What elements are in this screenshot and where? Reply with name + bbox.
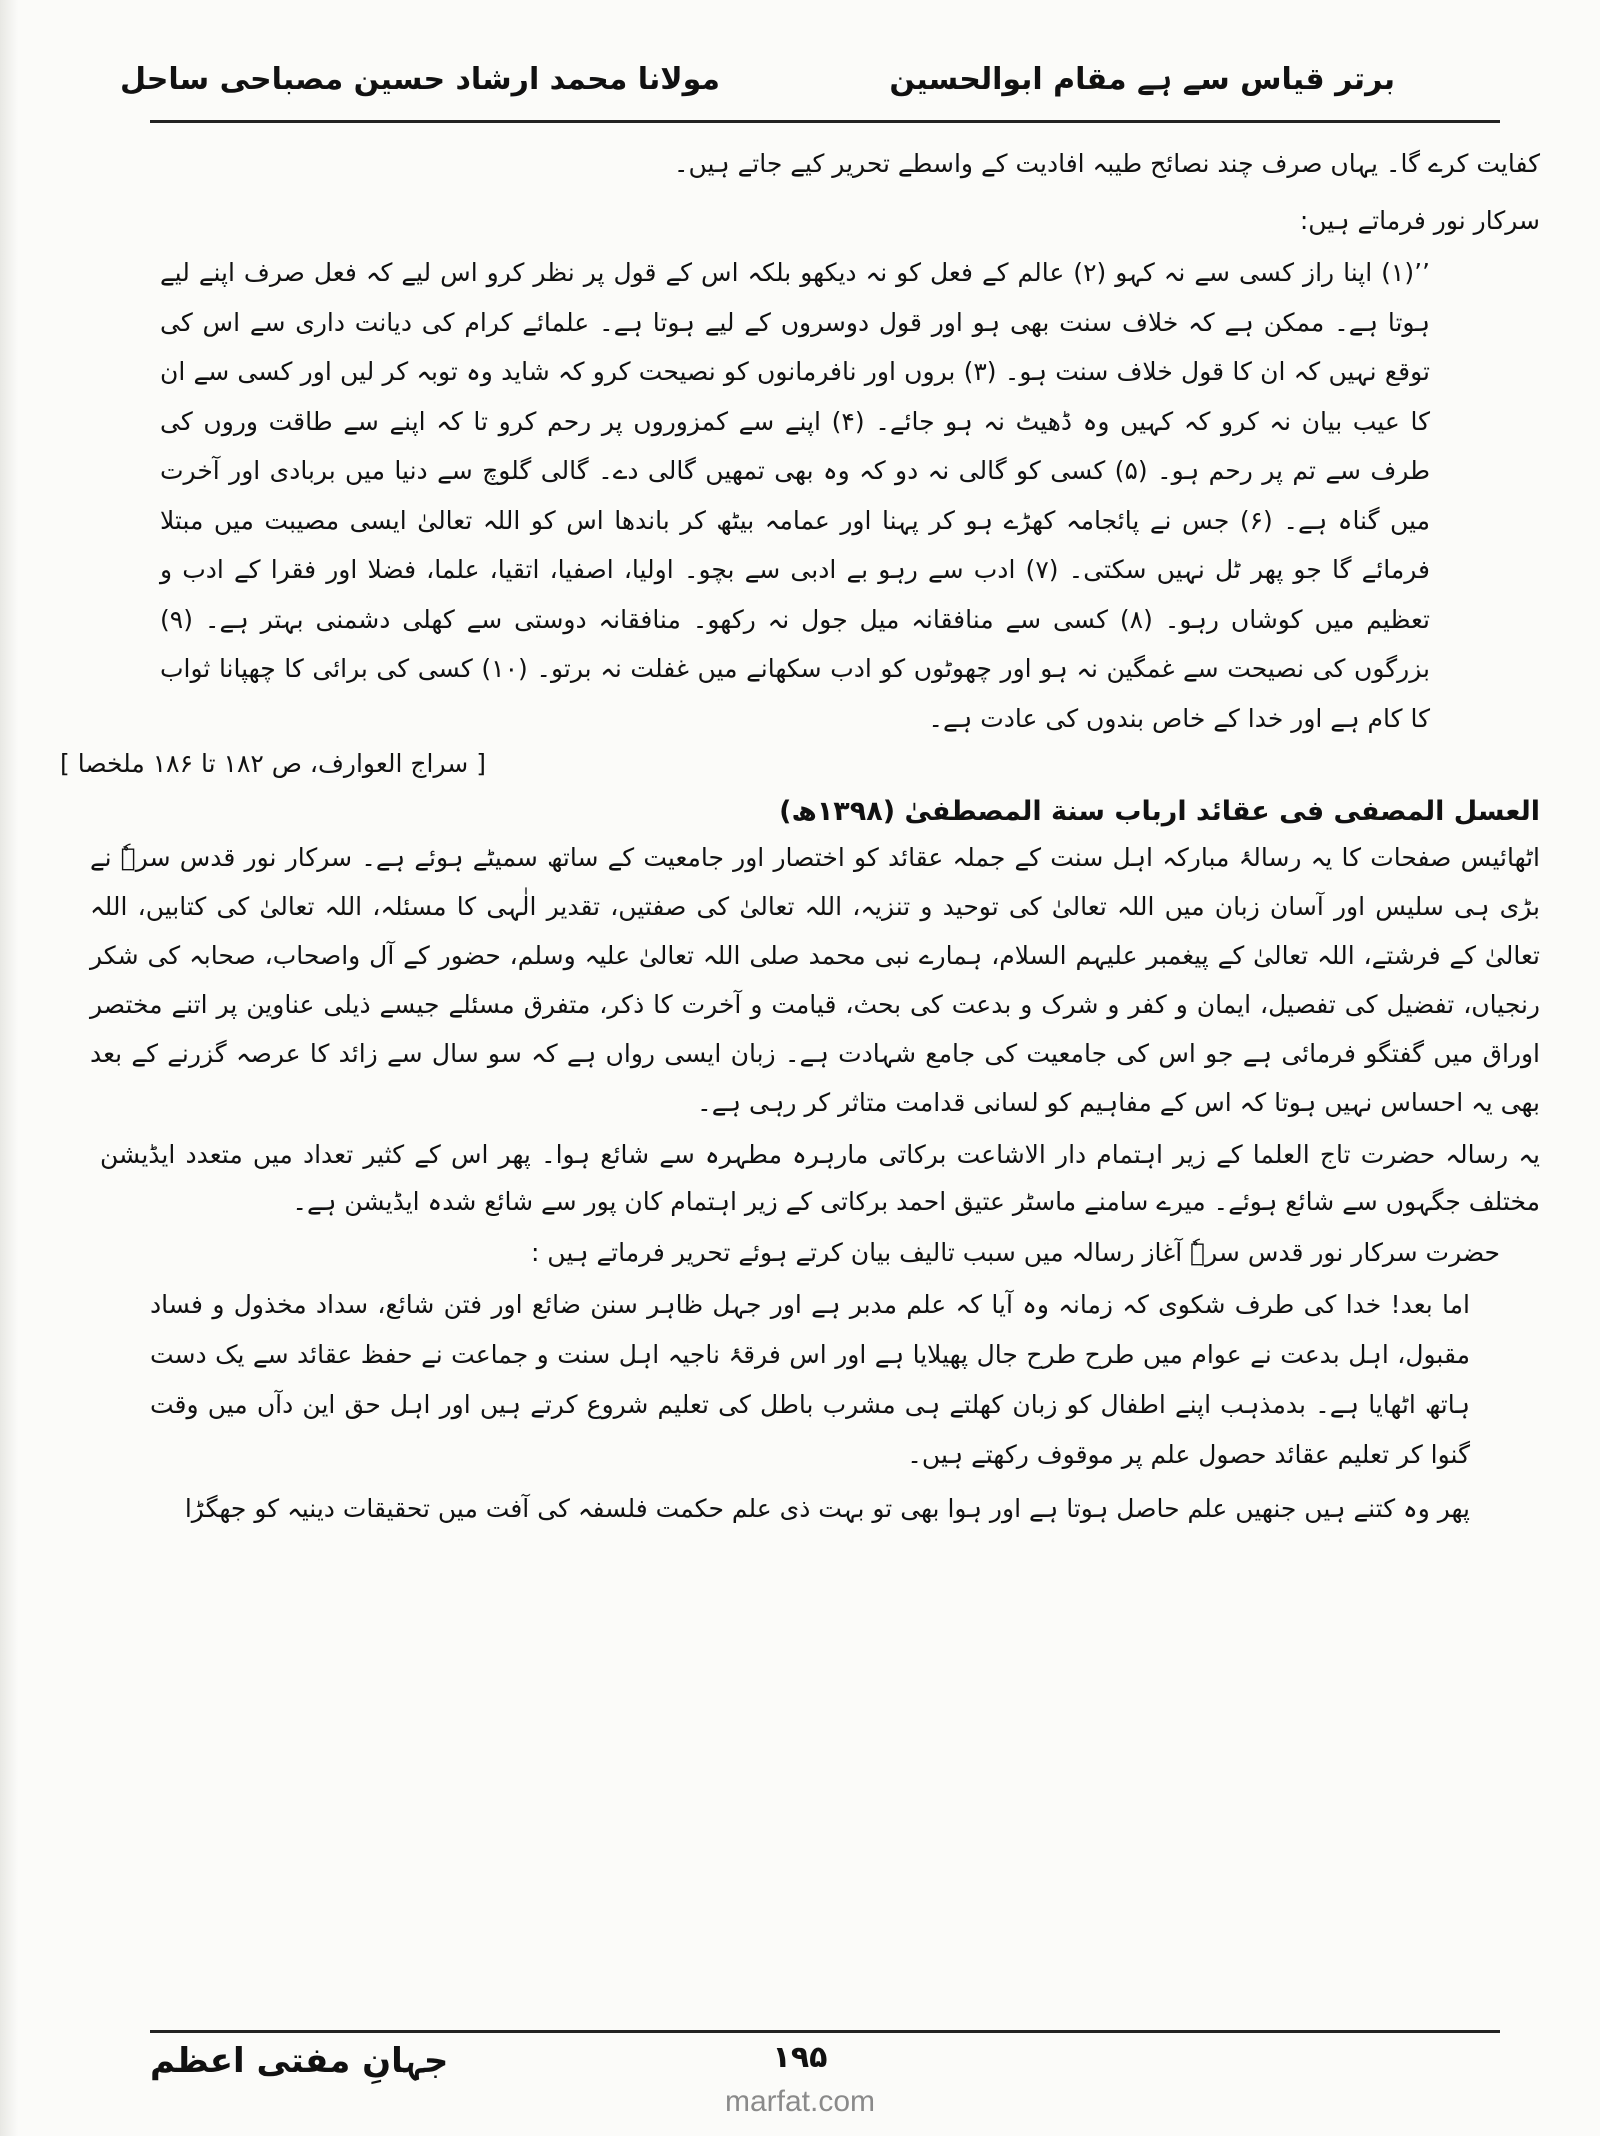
advice-quote: ’’(۱) اپنا راز کسی سے نہ کہو (۲) عالم کے فعل کو نہ دیکھو بلکہ اس کے قول پر نظر کرو اس لیے کہ فعل صرف اپنے لیے ہوتا ہے۔ ممکن ہے کہ خلاف سنت بھی ہو اور قول دوسروں کے لیے ہوتا ہے۔ علمائے کرام کی دیانت داری سے اس کی توقع نہیں کہ ان کا قول خلاف سنت ہو۔ (۳) بروں اور نافرمانوں کو نصیحت کرو کہ شاید وہ توبہ کر لیں اور کسی سے ان کا عیب بیان نہ کرو کہ کہیں وہ ڈھیٹ نہ ہو جائے۔ (۴) اپنے سے کمزوروں پر رحم کرو تا کہ اپنے سے طاقت وروں کی طرف سے تم پر رحم ہو۔ (۵) کسی کو گالی نہ دو کہ وہ بھی تمھیں گالی دے۔ گالی گلوچ سے دنیا میں بربادی اور آخرت میں گناہ ہے۔ (۶) جس نے پائجامہ کھڑے ہو کر پہنا اور عمامہ بیٹھ کر باندھا اس کو اللہ تعالیٰ ایسی مصیبت میں مبتلا فرمائے گا جو پھر ٹل نہیں سکتی۔ (۷) ادب سے رہو بے ادبی سے بچو۔ اولیا، اصفیا، اتقیا، علما، فضلا اور فقرا کے ادب و تعظیم میں کوشاں رہو۔ (۸) کسی سے منافقانہ میل جول نہ رکھو۔ منافقانہ دوستی سے کھلی دشمنی بہتر ہے۔ (۹) بزرگوں کی نصیحت سے غمگین نہ ہو اور چھوٹوں کو ادب سکھانے میں غفلت نہ برتو۔ (۱۰) کسی کی برائی کا چھپانا ثواب کا کام ہے اور خدا کے خاص بندوں کی عادت ہے۔	[160, 258, 1431, 733]
footer-book-title: جہانِ مفتی اعظم	[150, 2041, 449, 2081]
header-divider	[150, 120, 1500, 123]
preface-quote: اما بعد! خدا کی طرف شکوی کہ زمانہ وہ آیا کہ علم مدبر ہے اور جہل ظاہر سنن ضائع اور فتن شائع، سداد مخذول و فساد مقبول، اہل بدعت نے عوام میں طرح طرح جال پھیلایا ہے اور اس فرقۂ ناجیہ اہل سنت و جماعت نے حفظ عقائد سے یک دست ہاتھ اٹھایا ہے۔ بدمذہب اپنے اطفال کو زبان کھلتے ہی مشرب باطل کی تعلیم شروع کرتے ہیں اور اہل حق این دآں میں وقت گنوا کر تعلیم عقائد حصول علم پر موقوف رکھتے ہیں۔	[150, 1290, 1470, 1469]
watermark: marfat.com	[724, 2085, 876, 2118]
section-description: اٹھائیس صفحات کا یہ رسالۂ مبارکہ اہل سنت کے جملہ عقائد کو اختصار اور جامعیت کے ساتھ سمیٹے ہوئے ہے۔ سرکار نور قدس سرہٗ نے بڑی ہی سلیس اور آسان زبان میں اللہ تعالیٰ کی توحید و تنزیہ، اللہ تعالیٰ کی صفتیں، تقدیر الٰہی کا مسئلہ، اللہ تعالیٰ کی کتابیں، اللہ تعالیٰ کے فرشتے، اللہ تعالیٰ کے پیغمبر علیہم السلام، ہمارے نبی محمد صلی اللہ تعالیٰ علیہ وسلم، حضور کے آل واصحاب، صحابہ کی شکر رنجیاں، تفضیل کی تفصیل، ایمان و کفر و شرک و بدعت کی بحث، قیامت و آخرت کا ذکر، متفرق مسئلے جیسے ذیلی عناوین پر اتنے مختصر اوراق میں گفتگو فرمائی ہے جو اس کی جامعیت کی جامع شہادت ہے۔ زبان ایسی رواں ہے کہ سو سال سے زائد کا عرصہ گزرنے کے بعد بھی یہ احساس نہیں ہوتا کہ اس کے مفاہیم کو لسانی قدامت متاثر کر رہی ہے۔	[90, 843, 1540, 1117]
running-header-title: برتر قیاس سے ہے مقام ابوالحسین	[889, 62, 1395, 97]
intro-line: کفایت کرے گا۔ یہاں صرف چند نصائح طیبہ افادیت کے واسطے تحریر کیے جاتے ہیں۔	[673, 149, 1540, 178]
page-number: ۱۹۵	[772, 2040, 828, 2075]
section-heading: العسل المصفی فی عقائد ارباب سنة المصطفیٰ (۱۳۹۸ھ)	[779, 796, 1540, 827]
publication-note: یہ رسالہ حضرت تاج العلما کے زیر اہتمام دار الاشاعت برکاتی مارہرہ مطہرہ سے شائع ہوا۔ پھر اس کے کثیر تعداد میں متعدد ایڈیشن مختلف جگہوں سے شائع ہوئے۔ میرے سامنے ماسٹر عتیق احمد برکاتی کے زیر اہتمام کان پور سے شائع شدہ ایڈیشن ہے۔	[100, 1140, 1540, 1216]
footer-divider	[150, 2030, 1500, 2033]
scan-edge	[0, 0, 18, 2136]
running-header-author: مولانا محمد ارشاد حسین مصباحی ساحل	[120, 62, 720, 97]
page-body	[60, 140, 1540, 1538]
citation: [ سراج العوارف، ص ۱۸۲ تا ۱۸۶ ملخصا ]	[60, 749, 486, 778]
preface-intro: حضرت سرکار نور قدس سرہٗ آغاز رسالہ میں سبب تالیف بیان کرتے ہوئے تحریر فرماتے ہیں :	[530, 1238, 1500, 1267]
quote-intro-label: سرکار نور فرماتے ہیں:	[1299, 206, 1540, 235]
preface-quote-continued: پھر وہ کتنے ہیں جنھیں علم حاصل ہوتا ہے اور ہوا بھی تو بہت ذی علم حکمت فلسفہ کی آفت میں تحقیقات دینیہ کو جھگڑا	[184, 1494, 1470, 1523]
